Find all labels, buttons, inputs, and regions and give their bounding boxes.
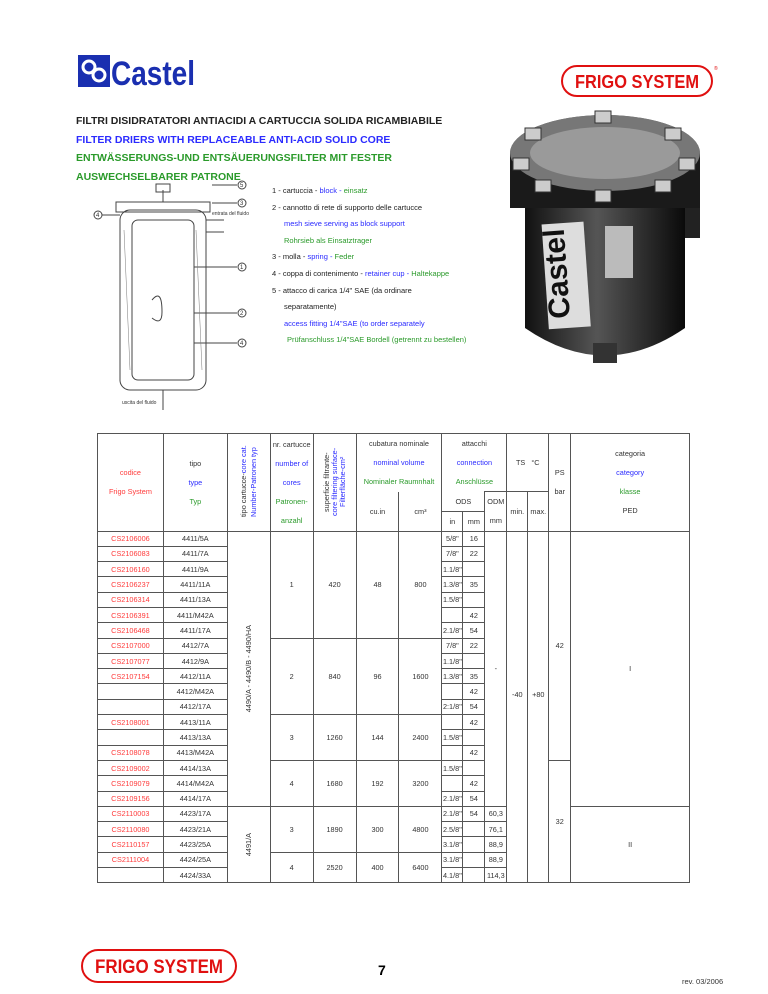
surface-cell: 840 [313, 638, 356, 714]
surface-cell: 420 [313, 531, 356, 638]
type-cell: 4411/5A [163, 531, 227, 546]
code-cell: CS2106006 [98, 531, 164, 546]
code-cell: CS2107000 [98, 638, 164, 653]
type-cell: 4414/17A [163, 791, 227, 806]
cm3-cell: 3200 [399, 760, 442, 806]
legend-2-de: Rohrsieb als Einsatztrager [284, 235, 372, 245]
cuin-cell: 48 [356, 531, 399, 638]
legend-5-en: access fitting 1/4"SAE (to order separately [284, 318, 425, 328]
ods-mm-cell: 35 [463, 669, 485, 684]
type-cell: 4413/11A [163, 715, 227, 730]
code-cell [98, 684, 164, 699]
ods-in-cell: 1.3/8" [442, 669, 463, 684]
cuin-cell: 300 [356, 806, 399, 852]
ods-in-cell [442, 684, 463, 699]
cross-section-diagram [92, 180, 264, 420]
core-type-label: 4490/A - 4490/B - 4490/HA [243, 625, 253, 713]
odm-cell: - [485, 531, 507, 806]
col-max: max. [528, 492, 549, 532]
ods-in-cell: 1.5/8" [442, 730, 463, 745]
code-cell: CS2107077 [98, 653, 164, 668]
legend-5-it2: separatamente) [284, 302, 337, 312]
frigo-system-logo [560, 64, 718, 98]
ods-mm-cell: 42 [463, 607, 485, 622]
type-cell: 4412/7A [163, 638, 227, 653]
ods-in-cell: 2:1/8" [442, 699, 463, 714]
table-row [98, 531, 690, 546]
type-cell: 4412/M42A [163, 684, 227, 699]
legend-2-en: mesh sieve serving as block support [284, 219, 405, 229]
callout-1: 1 [240, 265, 244, 271]
title-de-1: ENTWÄSSERUNGS-UND ENTSÄUERUNGSFILTER MIT FESTER [76, 152, 392, 165]
svg-text:FRIGO SYSTEM: FRIGO SYSTEM [95, 957, 223, 978]
page-number: 7 [378, 962, 386, 978]
core-type-cell [227, 531, 270, 806]
code-cell: CS2106391 [98, 607, 164, 622]
type-cell: 4424/25A [163, 852, 227, 867]
ods-in-cell [442, 745, 463, 760]
code-cell [98, 868, 164, 883]
ods-mm-cell [463, 822, 485, 837]
col-connection: attacchi connection Anschlüsse [442, 434, 507, 492]
code-cell: CS2108078 [98, 745, 164, 760]
table-body [98, 531, 690, 883]
title-de-2: AUSWECHSELBARER PATRONE [76, 170, 241, 183]
callout-2: 2 [240, 311, 244, 317]
core-type-cell [227, 806, 270, 882]
svg-text:Castel: Castel [537, 227, 577, 320]
ods-in-cell: 2.1/8" [442, 623, 463, 638]
ps-cell: 32 [549, 760, 571, 882]
code-cell: CS2109079 [98, 776, 164, 791]
type-cell: 4411/11A [163, 577, 227, 592]
cm3-cell: 800 [399, 531, 442, 638]
ods-mm-cell: 22 [463, 638, 485, 653]
ods-mm-cell [463, 760, 485, 775]
code-cell [98, 699, 164, 714]
code-cell: CS2108001 [98, 715, 164, 730]
svg-text:®: ® [714, 66, 718, 72]
type-cell: 4411/17A [163, 623, 227, 638]
legend-1: 1 - cartuccia - block - einsatz [272, 186, 368, 195]
callout-4: 4 [96, 213, 100, 219]
col-ods: ODS [442, 492, 485, 512]
odm-cell: 76,1 [485, 822, 507, 837]
code-cell: CS2106237 [98, 577, 164, 592]
col-ts: TS °C [507, 434, 549, 492]
ods-mm-cell: 54 [463, 806, 485, 821]
type-cell: 4412/11A [163, 669, 227, 684]
ods-mm-cell [463, 730, 485, 745]
surface-cell: 2520 [313, 852, 356, 883]
callout-4b: 4 [240, 341, 244, 347]
svg-text:FRIGO SYSTEM: FRIGO SYSTEM [575, 72, 699, 92]
cores-cell: 4 [270, 760, 313, 806]
ods-in-cell: 2.5/8" [442, 822, 463, 837]
type-cell: 4411/7A [163, 546, 227, 561]
odm-cell: 88,9 [485, 852, 507, 867]
ods-mm-cell [463, 592, 485, 607]
col-code: codice Frigo System [98, 434, 164, 532]
cores-cell: 4 [270, 852, 313, 883]
ods-in-cell [442, 776, 463, 791]
type-cell: 4424/33A [163, 868, 227, 883]
col-type: tipo type Typ [163, 434, 227, 532]
col-ps: PS bar [549, 434, 571, 532]
ods-mm-cell [463, 837, 485, 852]
cuin-cell: 96 [356, 638, 399, 714]
ods-mm-cell [463, 653, 485, 668]
ods-mm-cell: 54 [463, 791, 485, 806]
cores-cell: 2 [270, 638, 313, 714]
cm3-cell: 6400 [399, 852, 442, 883]
code-cell: CS2109002 [98, 760, 164, 775]
legend-5: 5 - attacco di carica 1/4" SAE (da ordinare [272, 285, 412, 295]
legend-4: 4 - coppa di contenimento - retainer cup - Haltekappe [272, 268, 450, 278]
code-cell: CS2106160 [98, 562, 164, 577]
ps-cell: 42 [549, 531, 571, 760]
ods-in-cell: 1.3/8" [442, 577, 463, 592]
surface-cell: 1890 [313, 806, 356, 852]
ods-mm-cell: 42 [463, 745, 485, 760]
core-type-label: 4491/A [243, 833, 253, 857]
odm-cell: 60,3 [485, 806, 507, 821]
code-cell: CS2110003 [98, 806, 164, 821]
parts-legend [272, 183, 466, 349]
svg-text:Castel: Castel [111, 55, 195, 93]
table-row [98, 806, 690, 821]
type-cell: 4414/13A [163, 760, 227, 775]
ods-in-cell: 1.1/8" [442, 562, 463, 577]
callout-3: 3 [240, 201, 244, 207]
col-cores: nr. cartucce number of cores Patronen- anzahl [270, 434, 313, 532]
cm3-cell: 4800 [399, 806, 442, 852]
code-cell: CS2106083 [98, 546, 164, 561]
type-cell: 4423/25A [163, 837, 227, 852]
inlet-label: entrata del fluido [212, 211, 249, 217]
col-min: min. [507, 492, 528, 532]
cores-cell: 3 [270, 715, 313, 761]
frigo-system-logo-footer [80, 948, 242, 984]
legend-3: 3 - molla - spring - Feder [272, 252, 355, 262]
type-cell: 4414/M42A [163, 776, 227, 791]
col-core-type: tipo cartucce-core cat. Number-Patronen typ [227, 434, 270, 532]
ods-mm-cell [463, 868, 485, 883]
col-surface: superficie filtrante- core filtering surface- Filterfläche-cm² [313, 434, 356, 532]
type-cell: 4412/9A [163, 653, 227, 668]
callout-5: 5 [240, 183, 244, 189]
ods-in-cell [442, 607, 463, 622]
cores-cell: 3 [270, 806, 313, 852]
type-cell: 4411/13A [163, 592, 227, 607]
col-odm: ODM [485, 492, 507, 512]
surface-cell: 1680 [313, 760, 356, 806]
outlet-label: uscita del fluido [122, 400, 157, 406]
ts-max-cell: +80 [528, 531, 549, 883]
ods-in-cell: 3.1/8" [442, 837, 463, 852]
ods-mm-cell: 54 [463, 623, 485, 638]
product-table [97, 433, 690, 883]
code-cell: CS2107154 [98, 669, 164, 684]
code-cell: CS2111004 [98, 852, 164, 867]
ods-in-cell: 4.1/8" [442, 868, 463, 883]
col-volume: cubatura nominale nominal volume Nominaler Raumnhalt [356, 434, 442, 492]
title-it: FILTRI DISIDRATATORI ANTIACIDI A CARTUCCIA SOLIDA RICAMBIABILE [76, 115, 443, 127]
ods-mm-cell: 35 [463, 577, 485, 592]
ods-in-cell: 7/8" [442, 546, 463, 561]
col-category: categoria category klasse PED [571, 434, 690, 532]
ods-in-cell: 7/8" [442, 638, 463, 653]
legend-2: 2 - cannotto di rete di supporto delle cartucce [272, 202, 423, 212]
col-in: in [442, 511, 463, 531]
code-cell: CS2110157 [98, 837, 164, 852]
title-block [76, 112, 442, 186]
type-cell: 4423/21A [163, 822, 227, 837]
type-cell: 4413/M42A [163, 745, 227, 760]
legend-5-de: Prüfanschluss 1/4"SAE Bordell (getrennt zu bestellen) [287, 335, 467, 345]
cuin-cell: 192 [356, 760, 399, 806]
cores-cell: 1 [270, 531, 313, 638]
code-cell: CS2109156 [98, 791, 164, 806]
type-cell: 4413/13A [163, 730, 227, 745]
revision: rev. 03/2006 [682, 977, 724, 986]
ods-mm-cell: 42 [463, 684, 485, 699]
ods-in-cell: 3.1/8" [442, 852, 463, 867]
type-cell: 4411/M42A [163, 607, 227, 622]
ts-min-cell: -40 [507, 531, 528, 883]
ods-mm-cell: 22 [463, 546, 485, 561]
ods-in-cell: 5/8" [442, 531, 463, 546]
castel-logo [78, 54, 196, 93]
ods-mm-cell: 16 [463, 531, 485, 546]
surface-cell: 1260 [313, 715, 356, 761]
odm-cell: 88,9 [485, 837, 507, 852]
type-cell: 4412/17A [163, 699, 227, 714]
ods-mm-cell: 54 [463, 699, 485, 714]
cm3-cell: 1600 [399, 638, 442, 714]
cuin-cell: 400 [356, 852, 399, 883]
code-cell: CS2106314 [98, 592, 164, 607]
ods-mm-cell [463, 852, 485, 867]
col-mm: mm [463, 511, 485, 531]
cm3-cell: 2400 [399, 715, 442, 761]
ods-mm-cell: 42 [463, 715, 485, 730]
code-cell [98, 730, 164, 745]
code-cell: CS2106468 [98, 623, 164, 638]
ods-in-cell: 2.1/8" [442, 806, 463, 821]
ods-in-cell: 1.1/8" [442, 653, 463, 668]
product-photo [505, 108, 700, 383]
ods-mm-cell: 42 [463, 776, 485, 791]
ods-in-cell [442, 715, 463, 730]
ods-in-cell: 2.1/8" [442, 791, 463, 806]
code-cell: CS2110080 [98, 822, 164, 837]
ods-in-cell: 1.5/8" [442, 592, 463, 607]
type-cell: 4423/17A [163, 806, 227, 821]
category-cell: II [571, 806, 690, 882]
col-odm-mm: mm [485, 511, 507, 531]
col-cm3: cm³ [399, 492, 442, 532]
type-cell: 4411/9A [163, 562, 227, 577]
cuin-cell: 144 [356, 715, 399, 761]
col-cuin: cu.in [356, 492, 399, 532]
ods-in-cell: 1.5/8" [442, 760, 463, 775]
odm-cell: 114,3 [485, 868, 507, 883]
table-header [98, 434, 690, 532]
title-en: FILTER DRIERS WITH REPLACEABLE ANTI-ACID SOLID CORE [76, 133, 391, 146]
category-cell: I [571, 531, 690, 806]
ods-mm-cell [463, 562, 485, 577]
